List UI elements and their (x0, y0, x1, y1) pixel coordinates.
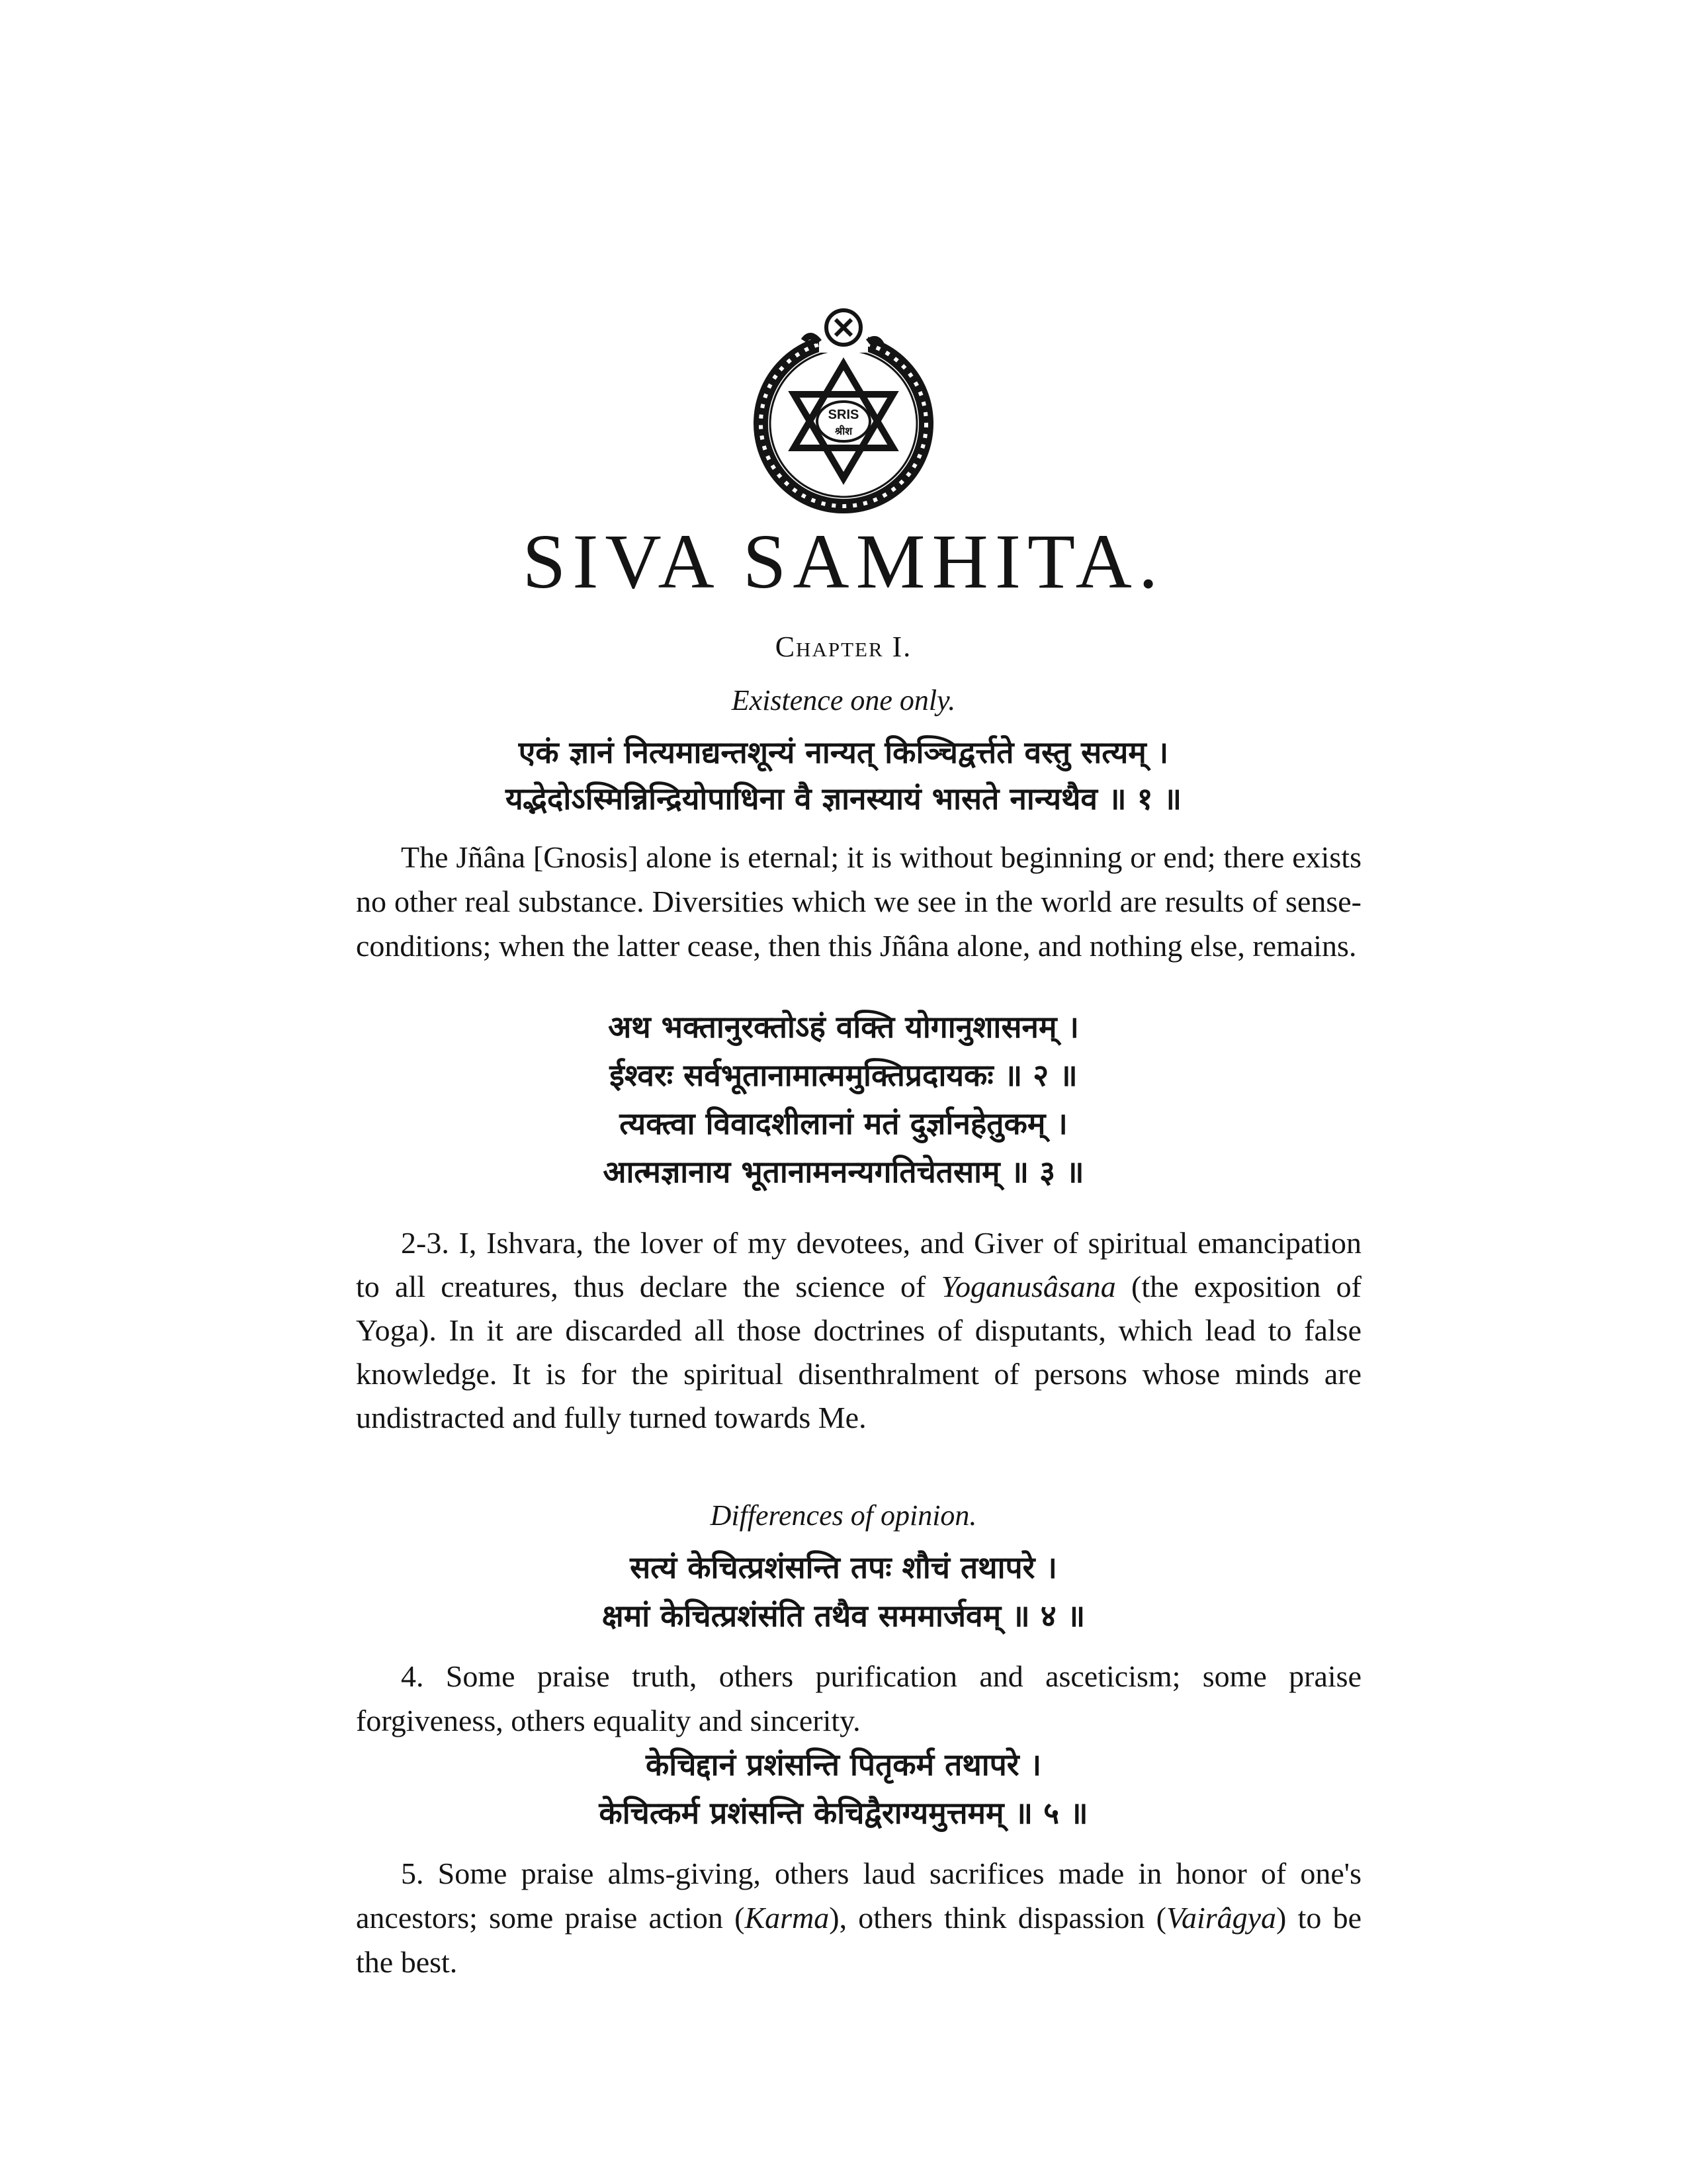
sanskrit-verse-line: ईश्वरः सर्वभूतानामात्ममुक्तिप्रदायकः ॥ २ ॥ (609, 1057, 1078, 1093)
verse-5-text-after: ) to be the best. (356, 1901, 1362, 1979)
sanskrit-verse-line: त्यक्त्वा विवादशीलानां मतं दुर्ज्ञानहेतुकम् । (619, 1106, 1068, 1141)
emblem-text: SRIS (828, 408, 859, 422)
yoganusasana-term: Yoganusâsana (941, 1270, 1116, 1303)
verse-2-3-translation (356, 1221, 1362, 1440)
sanskrit-verse-line: केचिद्दानं प्रशंसन्ति पितृकर्म तथापरे । (645, 1747, 1042, 1782)
verse-5-translation (356, 1851, 1362, 1984)
verse-2-3-text-after: (the exposition of Yoga). In it are discarded all those doctrines of disputants, which lead to false knowledge. It is for the spiritual disenthralment of persons whose minds are undistracted and fully turned towards Me. (356, 1270, 1362, 1434)
section-heading-existence: Existence one only. (731, 684, 956, 717)
sanskrit-verse-line: क्षमां केचित्प्रशंसंति तथैव सममार्जवम् ॥ ४ ॥ (601, 1598, 1086, 1634)
verse-4-translation: 4. Some praise truth, others purification and asceticism; some praise forgiveness, others equality and sincerity. (356, 1659, 1362, 1737)
section-heading-differences: Differences of opinion. (710, 1499, 977, 1532)
sanskrit-verse-line: अथ भक्तानुरक्तोऽहं वक्ति योगानुशासनम् । (608, 1009, 1079, 1045)
emblem-devanagari: श्रीश (834, 425, 853, 437)
theosophical-emblem (741, 301, 946, 526)
page-title: SIVA SAMHITA. (522, 518, 1165, 605)
sanskrit-verse-line: केचित्कर्म प्रशंसन्ति केचिद्वैराग्यमुत्तमम् ॥ ५ ॥ (599, 1795, 1088, 1831)
verse-1-translation: The Jñâna [Gnosis] alone is eternal; it is without beginning or end; there exists no other real substance. Diversities which we see in the world are results of sense-conditions; when the latter cease, then this Jñâna alone, and nothing else, remains. (356, 840, 1362, 963)
vairagya-term: Vairâgya (1166, 1901, 1277, 1935)
verse-5-text-middle: ), others think dispassion ( (829, 1901, 1166, 1935)
sanskrit-verse-line: आत्मज्ञानाय भूतानामनन्यगतिचेतसाम् ॥ ३ ॥ (603, 1154, 1084, 1190)
verse-5-text-before: 5. Some praise alms-giving, others laud sacrifices made in honor of one's ancestors; some praise action ( (356, 1856, 1362, 1935)
karma-term: Karma (744, 1901, 830, 1935)
verse-2-3-text-before: 2-3. I, Ishvara, the lover of my devotees, and Giver of spiritual emancipation to all creatures, thus declare the science of (356, 1226, 1362, 1303)
sanskrit-verse-line: एकं ज्ञानं नित्यमाद्यन्तशून्यं नान्यत् किञ्चिद्वर्त्तते वस्तु सत्यम् । (518, 734, 1169, 770)
chapter-heading: Chapter I. (775, 631, 912, 663)
sanskrit-verse-line: यद्भेदोऽस्मिन्निन्द्रियोपाधिना वै ज्ञानस्यायं भासते नान्यथैव ॥ १ ॥ (505, 781, 1182, 816)
sanskrit-verse-line: सत्यं केचित्प्रशंसन्ति तपः शौचं तथापरे । (630, 1550, 1057, 1585)
